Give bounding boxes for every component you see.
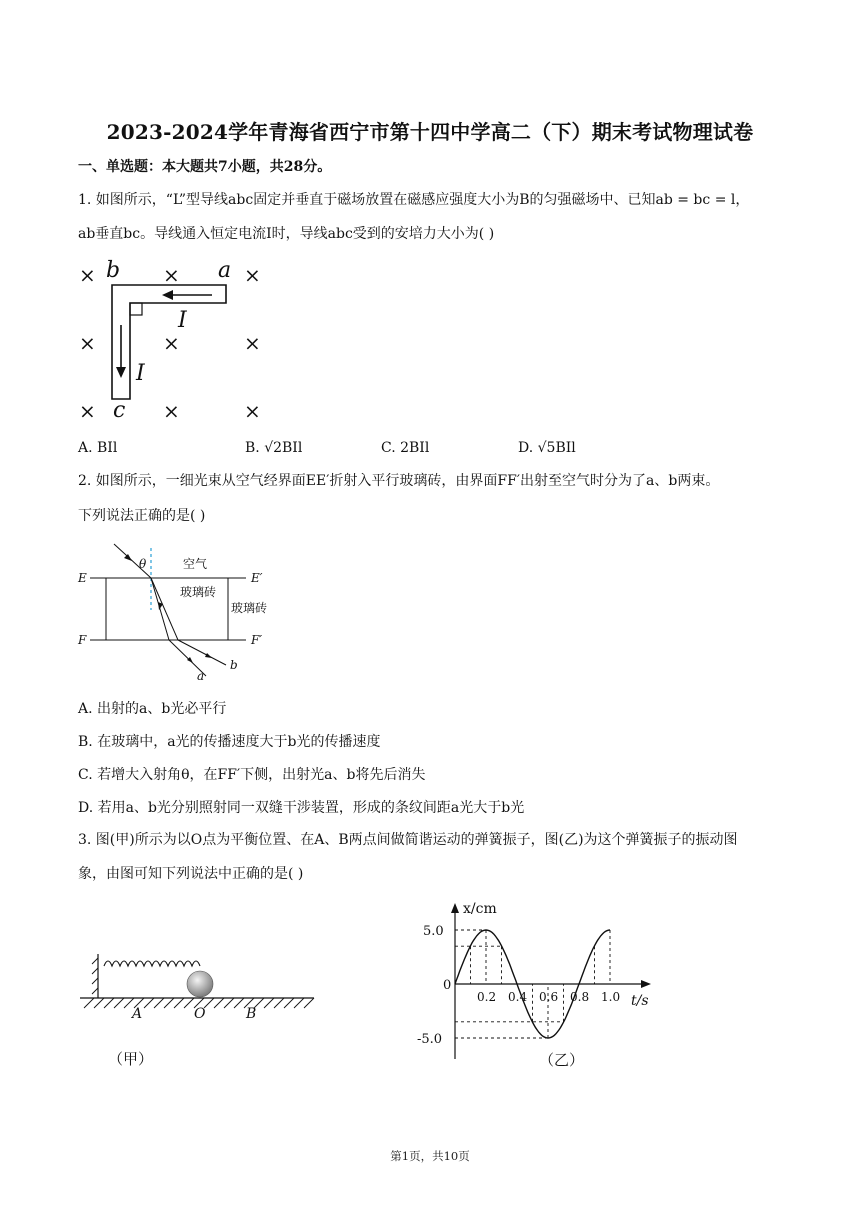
x-tick-label: 0.4	[508, 990, 528, 1004]
label-glass-inner: 玻璃砖	[180, 585, 217, 599]
q1-figure	[72, 255, 272, 425]
x-axis-arrow-icon	[641, 980, 651, 988]
y-axis-arrow-icon	[451, 903, 459, 913]
label-b: b	[106, 258, 121, 283]
page-footer: 第1页，共10页	[390, 1149, 470, 1163]
label-point-a: A	[132, 1006, 143, 1022]
field-cross: ×	[244, 263, 261, 287]
q1-option-b[interactable]: B. √2BIl	[245, 440, 303, 456]
field-cross: ×	[163, 331, 180, 355]
q1-option-c[interactable]: C. 2BIl	[381, 440, 430, 456]
paper-title: 2023-2024学年青海省西宁市第十四中学高二（下）期末考试物理试卷	[106, 120, 754, 144]
x-tick-label: 1.0	[601, 990, 621, 1004]
q2-option-c[interactable]: C. 若增大入射角θ，在FF′下侧，出射光a、b将先后消失	[78, 767, 426, 783]
q1-stem-line1: 1. 如图所示，“L”型导线abc固定并垂直于磁场放置在磁感应强度大小为B的匀强磁场中、已知ab = bc = l，	[78, 192, 750, 208]
label-point-b: B	[246, 1006, 257, 1022]
current-arrow-left-icon	[162, 290, 173, 300]
q2-stem-line1: 2. 如图所示，一细光束从空气经界面EE′折射入平行玻璃砖，由界面FF′出射至空气时分为了a、b两束。	[78, 473, 720, 489]
q3-vibration-graph	[405, 893, 665, 1083]
y-tick-label: 0	[443, 978, 452, 993]
x-tick-label: 0.8	[570, 990, 590, 1004]
y-tick-label: 5.0	[423, 924, 444, 939]
y-tick-label: -5.0	[417, 1032, 443, 1047]
q2-stem-line2: 下列说法正确的是( )	[78, 508, 206, 524]
section-heading: 一、单选题：本大题共7小题，共28分。	[78, 159, 332, 175]
label-a: a	[218, 258, 232, 283]
field-cross: ×	[163, 399, 180, 423]
incident-arrow-icon	[124, 554, 132, 561]
x-axis-label: t/s	[631, 993, 649, 1009]
q3-figure-jia	[74, 950, 324, 1075]
label-ray-b: b	[230, 658, 238, 672]
label-theta: θ	[139, 557, 147, 571]
label-e-prime: E′	[251, 571, 263, 585]
label-air: 空气	[183, 557, 208, 571]
q1-option-a[interactable]: A. BIl	[78, 440, 118, 456]
label-f-prime: F′	[251, 633, 263, 647]
ball	[187, 971, 213, 997]
q1-option-d[interactable]: D. √5BIl	[518, 440, 576, 456]
q2-option-b[interactable]: B. 在玻璃中，a光的传播速度大于b光的传播速度	[78, 734, 381, 750]
field-cross: ×	[244, 331, 261, 355]
label-glass-side: 玻璃砖	[231, 601, 268, 615]
y-axis-label: x/cm	[463, 901, 497, 917]
current-label-left: I	[136, 361, 145, 386]
label-point-o: O	[194, 1006, 206, 1022]
current-label-top: I	[178, 308, 187, 333]
right-angle-mark	[130, 303, 142, 315]
caption-jia: （甲）	[108, 1050, 154, 1068]
field-cross: ×	[163, 263, 180, 287]
q1-stem-line2: ab垂直bc。导线通入恒定电流I时，导线abc受到的安培力大小为( )	[78, 226, 495, 242]
x-tick-label: 0.6	[539, 990, 559, 1004]
spring-icon	[104, 961, 200, 966]
label-f: F	[78, 633, 87, 647]
current-arrow-down-icon	[116, 367, 126, 378]
label-e: E	[78, 571, 87, 585]
x-tick-label: 0.2	[477, 990, 497, 1004]
label-ray-a: a	[197, 669, 205, 683]
field-cross: ×	[79, 331, 96, 355]
q2-figure	[74, 538, 294, 688]
q2-option-a[interactable]: A. 出射的a、b光必平行	[78, 701, 227, 717]
q2-option-d[interactable]: D. 若用a、b光分别照射同一双缝干涉装置，形成的条纹间距a光大于b光	[78, 800, 525, 816]
label-c: c	[113, 398, 126, 423]
caption-yi: （乙）	[539, 1051, 585, 1069]
q3-stem-line2: 象，由图可知下列说法中正确的是( )	[78, 866, 304, 882]
field-cross: ×	[244, 399, 261, 423]
q3-stem-line1: 3. 图(甲)所示为以O点为平衡位置、在A、B两点间做简谐运动的弹簧振子，图(乙)为这个弹簧振子的振动图	[78, 832, 738, 848]
field-cross: ×	[79, 263, 96, 287]
field-cross: ×	[79, 399, 96, 423]
